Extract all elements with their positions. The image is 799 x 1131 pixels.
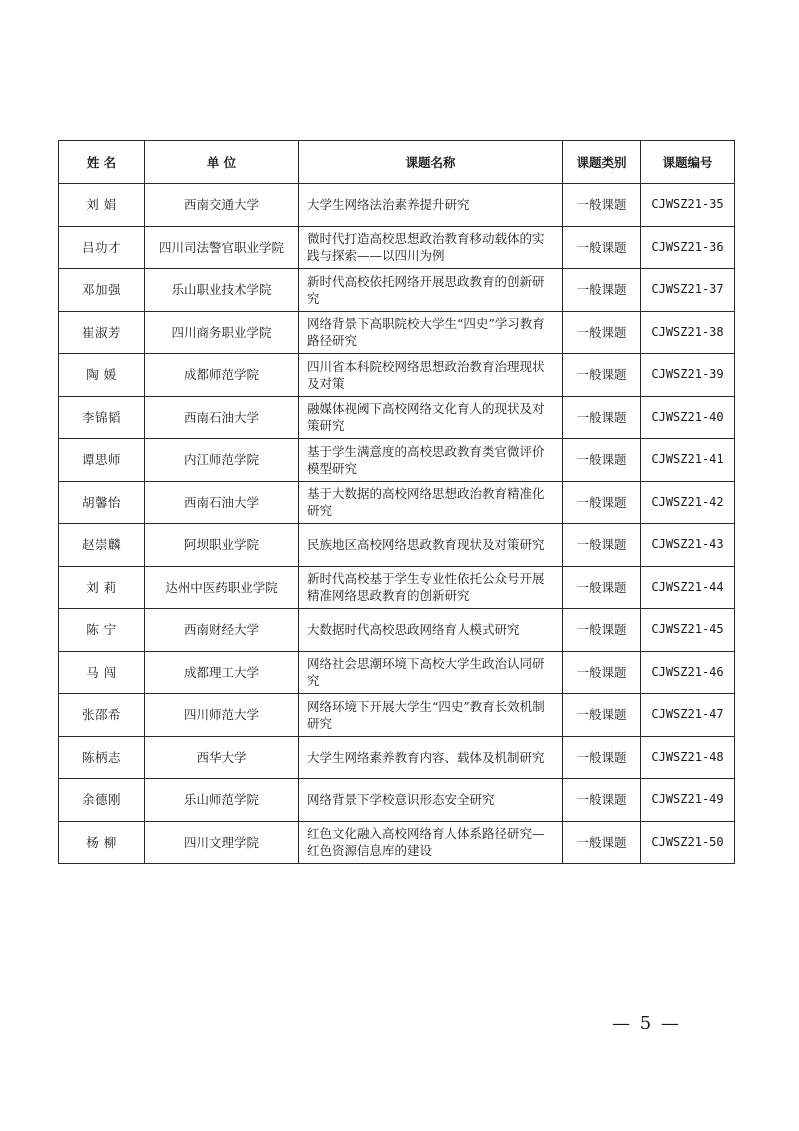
table-row [59, 311, 735, 354]
table-row [59, 821, 735, 864]
table-row [59, 651, 735, 694]
cell-unit: 西南财经大学 [145, 609, 299, 652]
cell-title: 大数据时代高校思政网络育人模式研究 [299, 609, 563, 652]
table-row [59, 566, 735, 609]
table-row [59, 694, 735, 737]
cell-category: 一般课题 [563, 439, 641, 482]
cell-unit: 达州中医药职业学院 [145, 566, 299, 609]
cell-unit: 成都师范学院 [145, 354, 299, 397]
cell-title: 红色文化融入高校网络育人体系路径研究—红色资源信息库的建设 [299, 821, 563, 864]
cell-code: CJWSZ21-41 [641, 439, 735, 482]
cell-category: 一般课题 [563, 184, 641, 227]
cell-title: 微时代打造高校思想政治教育移动载体的实践与探索——以四川为例 [299, 226, 563, 269]
cell-name: 陶 媛 [59, 354, 145, 397]
cell-category: 一般课题 [563, 566, 641, 609]
cell-category: 一般课题 [563, 396, 641, 439]
cell-name: 余德刚 [59, 779, 145, 822]
header-category: 课题类别 [563, 141, 641, 184]
cell-code: CJWSZ21-35 [641, 184, 735, 227]
cell-unit: 内江师范学院 [145, 439, 299, 482]
cell-unit: 西华大学 [145, 736, 299, 779]
cell-code: CJWSZ21-47 [641, 694, 735, 737]
cell-category: 一般课题 [563, 226, 641, 269]
project-list-table [58, 140, 735, 864]
cell-code: CJWSZ21-36 [641, 226, 735, 269]
cell-code: CJWSZ21-43 [641, 524, 735, 567]
cell-category: 一般课题 [563, 311, 641, 354]
cell-code: CJWSZ21-37 [641, 269, 735, 312]
header-unit: 单 位 [145, 141, 299, 184]
cell-title: 网络背景下学校意识形态安全研究 [299, 779, 563, 822]
table-row [59, 736, 735, 779]
cell-unit: 四川商务职业学院 [145, 311, 299, 354]
cell-code: CJWSZ21-50 [641, 821, 735, 864]
table-row [59, 184, 735, 227]
header-name: 姓 名 [59, 141, 145, 184]
cell-title: 四川省本科院校网络思想政治教育治理现状及对策 [299, 354, 563, 397]
cell-name: 崔淑芳 [59, 311, 145, 354]
cell-code: CJWSZ21-45 [641, 609, 735, 652]
cell-category: 一般课题 [563, 524, 641, 567]
table-row [59, 609, 735, 652]
cell-unit: 西南交通大学 [145, 184, 299, 227]
cell-category: 一般课题 [563, 694, 641, 737]
header-code: 课题编号 [641, 141, 735, 184]
cell-code: CJWSZ21-49 [641, 779, 735, 822]
cell-unit: 阿坝职业学院 [145, 524, 299, 567]
cell-title: 网络社会思潮环境下高校大学生政治认同研究 [299, 651, 563, 694]
cell-unit: 四川师范大学 [145, 694, 299, 737]
cell-unit: 西南石油大学 [145, 481, 299, 524]
cell-category: 一般课题 [563, 651, 641, 694]
cell-name: 李锦韬 [59, 396, 145, 439]
cell-name: 胡馨怡 [59, 481, 145, 524]
cell-name: 马 闯 [59, 651, 145, 694]
cell-category: 一般课题 [563, 609, 641, 652]
cell-unit: 乐山师范学院 [145, 779, 299, 822]
cell-title: 新时代高校依托网络开展思政教育的创新研究 [299, 269, 563, 312]
cell-unit: 乐山职业技术学院 [145, 269, 299, 312]
cell-category: 一般课题 [563, 736, 641, 779]
cell-code: CJWSZ21-39 [641, 354, 735, 397]
cell-category: 一般课题 [563, 821, 641, 864]
table-row [59, 524, 735, 567]
cell-code: CJWSZ21-48 [641, 736, 735, 779]
table-row [59, 226, 735, 269]
cell-category: 一般课题 [563, 269, 641, 312]
cell-code: CJWSZ21-42 [641, 481, 735, 524]
cell-title: 民族地区高校网络思政教育现状及对策研究 [299, 524, 563, 567]
header-title: 课题名称 [299, 141, 563, 184]
cell-code: CJWSZ21-44 [641, 566, 735, 609]
cell-title: 网络环境下开展大学生“四史”教育长效机制研究 [299, 694, 563, 737]
cell-code: CJWSZ21-46 [641, 651, 735, 694]
table-header-row [59, 141, 735, 184]
cell-category: 一般课题 [563, 354, 641, 397]
cell-title: 融媒体视阈下高校网络文化育人的现状及对策研究 [299, 396, 563, 439]
table-row [59, 481, 735, 524]
cell-title: 大学生网络素养教育内容、载体及机制研究 [299, 736, 563, 779]
cell-name: 刘 娟 [59, 184, 145, 227]
cell-category: 一般课题 [563, 779, 641, 822]
cell-title: 网络背景下高职院校大学生“四史”学习教育路径研究 [299, 311, 563, 354]
cell-unit: 四川文理学院 [145, 821, 299, 864]
cell-unit: 四川司法警官职业学院 [145, 226, 299, 269]
cell-category: 一般课题 [563, 481, 641, 524]
cell-name: 张邵希 [59, 694, 145, 737]
cell-name: 赵崇麟 [59, 524, 145, 567]
table-row [59, 779, 735, 822]
cell-name: 邓加强 [59, 269, 145, 312]
cell-title: 基于大数据的高校网络思想政治教育精准化研究 [299, 481, 563, 524]
table-row [59, 439, 735, 482]
cell-code: CJWSZ21-38 [641, 311, 735, 354]
cell-title: 基于学生满意度的高校思政教育类官微评价模型研究 [299, 439, 563, 482]
cell-name: 吕功才 [59, 226, 145, 269]
cell-name: 杨 柳 [59, 821, 145, 864]
cell-name: 谭思师 [59, 439, 145, 482]
cell-unit: 成都理工大学 [145, 651, 299, 694]
table-row [59, 396, 735, 439]
table-row [59, 354, 735, 397]
table-body [59, 184, 735, 864]
page-number: — 5 — [612, 1013, 681, 1034]
cell-name: 陈柄志 [59, 736, 145, 779]
cell-name: 陈 宁 [59, 609, 145, 652]
cell-code: CJWSZ21-40 [641, 396, 735, 439]
table-row [59, 269, 735, 312]
cell-name: 刘 莉 [59, 566, 145, 609]
cell-title: 大学生网络法治素养提升研究 [299, 184, 563, 227]
cell-title: 新时代高校基于学生专业性依托公众号开展精准网络思政教育的创新研究 [299, 566, 563, 609]
cell-unit: 西南石油大学 [145, 396, 299, 439]
